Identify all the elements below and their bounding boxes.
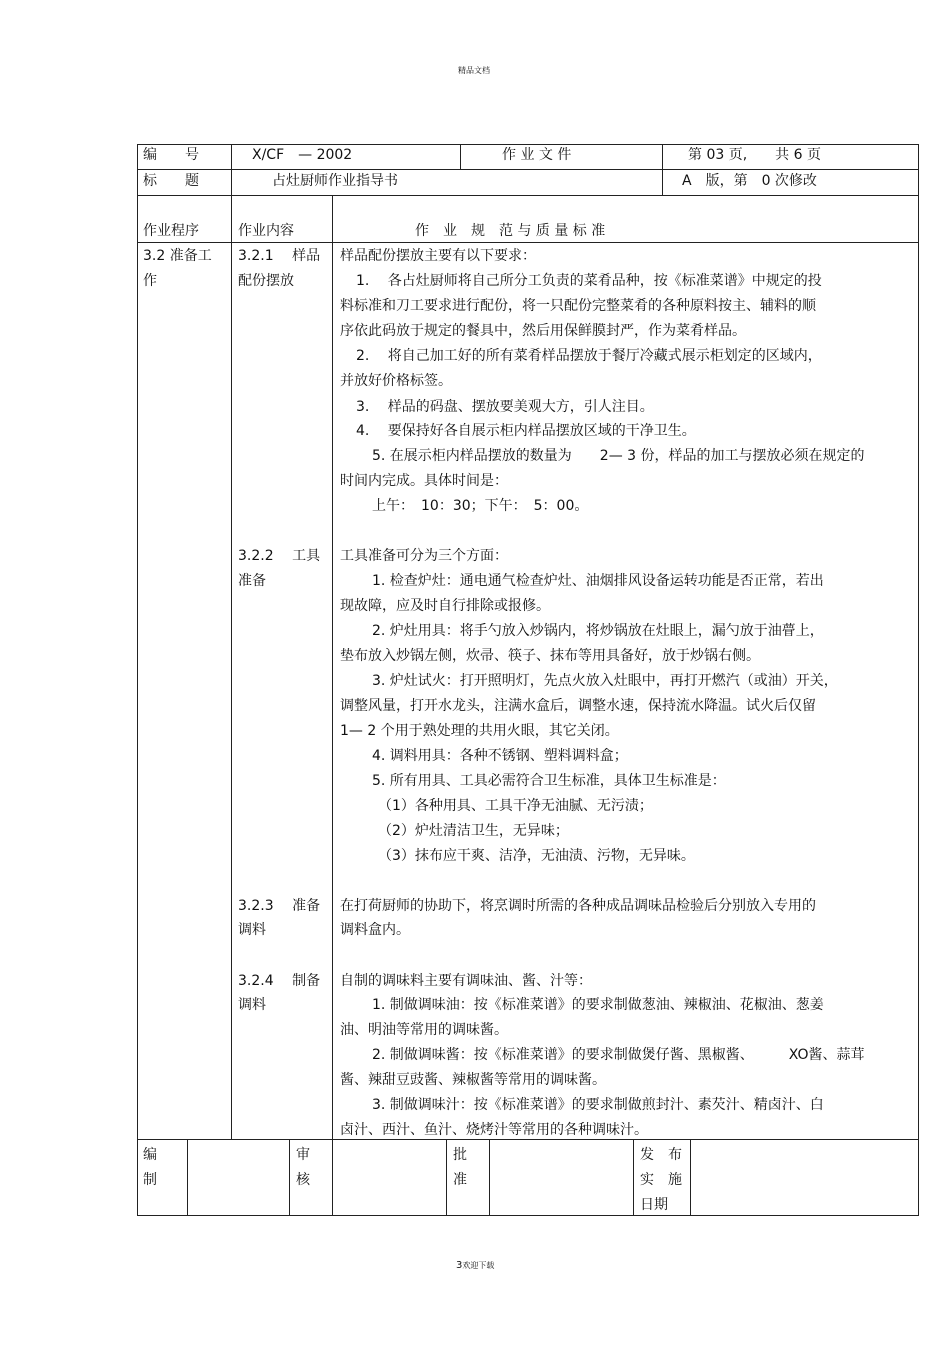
text-line: 1— 2 个用于熟处理的共用火眼，其它关闭。 — [340, 723, 619, 739]
text-line: 并放好价格标签。 — [340, 373, 452, 389]
text-line: （3）抹布应干爽、洁净，无油渍、污物，无异味。 — [378, 848, 695, 864]
text-line: 4. 要保持好各自展示柜内样品摆放区域的干净卫生。 — [356, 423, 696, 439]
text-line: 自制的调味料主要有调味油、酱、汁等： — [340, 973, 592, 989]
section-label: 配份摆放 — [238, 273, 294, 289]
doc-type: 作 业 文 件 — [502, 147, 572, 163]
text-line: 时间内完成。具体时间是： — [340, 473, 508, 489]
text-line: 1. 检查炉灶：通电通气检查炉灶、油烟排风设备运转功能是否正常，若出 — [372, 573, 824, 589]
text-line: 酱、辣甜豆豉酱、辣椒酱等常用的调味酱。 — [340, 1072, 606, 1088]
section-label: 准备 — [238, 573, 266, 589]
text-line: 2. 将自己加工好的所有菜肴样品摆放于餐厅冷藏式展示柜划定的区域内， — [356, 348, 822, 364]
approve-label: 准 — [453, 1172, 467, 1188]
procedure-line: 3.2 准备工 — [143, 248, 212, 264]
col-procedure: 作业程序 — [143, 223, 199, 239]
revision: A 版，第 0 次修改 — [682, 173, 817, 189]
text-line: 调料盒内。 — [340, 922, 410, 938]
text-line: 5. 所有用具、工具必需符合卫生标准，具体卫生标准是： — [372, 773, 726, 789]
procedure-line: 作 — [143, 273, 157, 289]
text-line: 现故障，应及时自行排除或报修。 — [340, 598, 550, 614]
title-label: 标 题 — [143, 173, 199, 189]
text-line: 油、明油等常用的调味酱。 — [340, 1022, 508, 1038]
section-label: 调料 — [238, 922, 266, 938]
text-line: 3. 样品的码盘、摆放要美观大方，引人注目。 — [356, 399, 654, 415]
release-label: 发 布 — [640, 1147, 682, 1163]
text-line: 料标准和刀工要求进行配份，将一只配份完整菜肴的各种原料按主、辅料的顺 — [340, 298, 816, 314]
approve-label: 批 — [453, 1147, 467, 1163]
text-line: 2. 制做调味酱：按《标准菜谱》的要求制做煲仔酱、黑椒酱、 XO酱、蒜茸 — [372, 1047, 865, 1063]
text-line: 在打荷厨师的协助下，将烹调时所需的各种成品调味品检验后分别放入专用的 — [340, 898, 816, 914]
text-line: 上午： 10：30；下午： 5：00。 — [372, 498, 589, 514]
page-info: 第 03 页, 共 6 页 — [688, 147, 821, 163]
id-label: 编 号 — [143, 147, 199, 163]
text-line: 3. 炉灶试火：打开照明灯，先点火放入灶眼中，再打开燃汽（或油）开关， — [372, 673, 838, 689]
text-line: 卤汁、西汁、鱼汁、烧烤汁等常用的各种调味汁。 — [340, 1122, 648, 1138]
section-label: 3.2.4 制备 — [238, 973, 321, 989]
col-standard: 作 业 规 范 与 质 量 标 准 — [415, 223, 606, 239]
release-label: 实 施 — [640, 1172, 682, 1188]
title-value: 占灶厨师作业指导书 — [272, 173, 398, 189]
text-line: 4. 调料用具：各种不锈钢、塑料调料盒； — [372, 748, 628, 764]
page-footer — [456, 1260, 494, 1271]
text-line: 1. 各占灶厨师将自己所分工负责的菜肴品种，按《标准菜谱》中规定的投 — [356, 273, 822, 289]
compile-label: 制 — [143, 1172, 157, 1188]
compile-label: 编 — [143, 1147, 157, 1163]
section-label: 调料 — [238, 997, 266, 1013]
release-label: 日期 — [640, 1197, 668, 1213]
text-line: 2. 炉灶用具：将手勺放入炒锅内，将炒锅放在灶眼上，漏勺放于油瞢上， — [372, 623, 824, 639]
text-line: （2）炉灶清洁卫生，无异味； — [378, 823, 569, 839]
review-label: 核 — [296, 1172, 310, 1188]
text-line: 调整风量，打开水龙头，注满水盒后，调整水速，保持流水降温。试火后仅留 — [340, 698, 816, 714]
text-line: 垫布放入炒锅左侧，炊帚、筷子、抹布等用具备好，放于炒锅右侧。 — [340, 648, 760, 664]
section-label: 3.2.2 工具 — [238, 548, 321, 564]
text-line: 3. 制做调味汁：按《标准菜谱》的要求制做煎封汁、素芡汁、精卤汁、白 — [372, 1097, 824, 1113]
id-value: X/CF — 2002 — [252, 147, 353, 163]
review-label: 审 — [296, 1147, 310, 1163]
text-line: 1. 制做调味油：按《标准菜谱》的要求制做葱油、辣椒油、花椒油、葱姜 — [372, 997, 824, 1013]
page-footer-text: 欢迎下载 — [462, 1261, 495, 1270]
section-label: 3.2.3 准备 — [238, 898, 321, 914]
col-content: 作业内容 — [238, 223, 294, 239]
section-label: 3.2.1 样品 — [238, 248, 321, 264]
text-line: 序依此码放于规定的餐具中，然后用保鲜膜封严，作为菜肴样品。 — [340, 323, 746, 339]
text-line: 样品配份摆放主要有以下要求： — [340, 248, 536, 264]
page-number: 3 — [456, 1260, 463, 1271]
text-line: （1）各种用具、工具干净无油腻、无污渍； — [378, 798, 653, 814]
text-line: 工具准备可分为三个方面： — [340, 548, 508, 564]
text-line: 5. 在展示柜内样品摆放的数量为 2— 3 份，样品的加工与摆放必须在规定的 — [372, 448, 865, 464]
page-header: 精品文档 — [458, 66, 490, 75]
